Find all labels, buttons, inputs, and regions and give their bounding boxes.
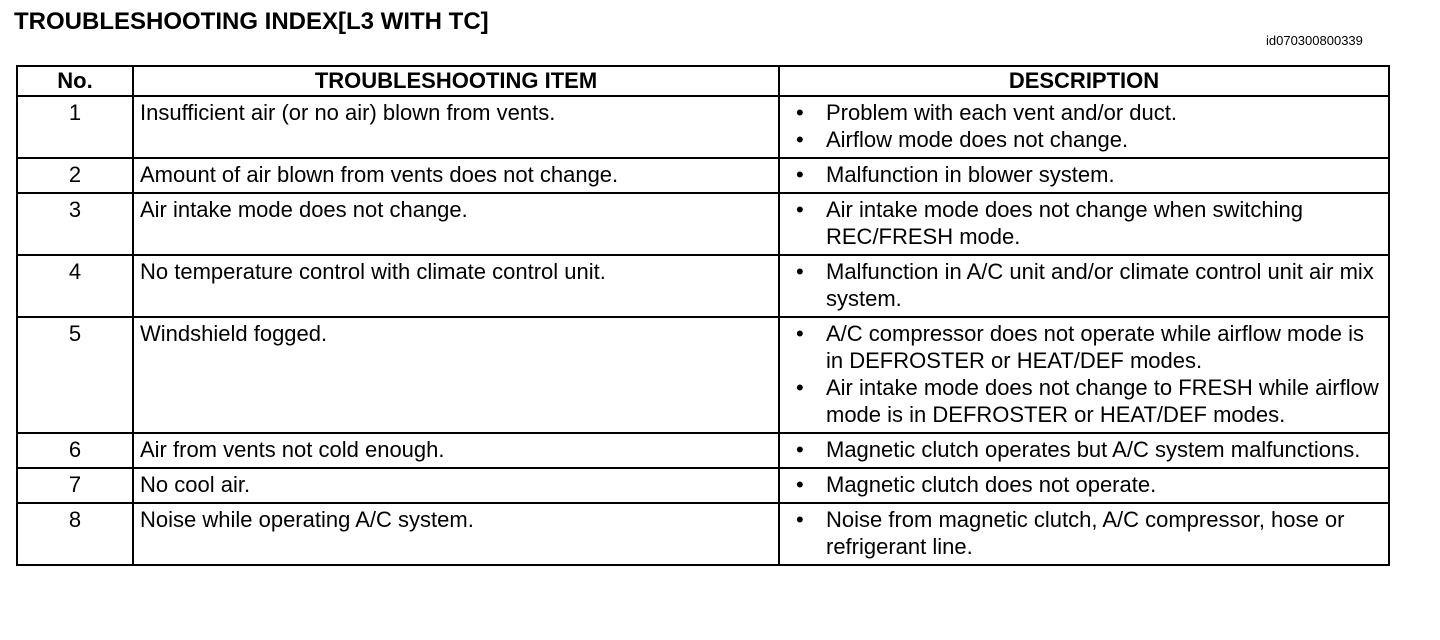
- description-bullet: • Noise from magnetic clutch, A/C compressor, hose or refrigerant line.: [794, 506, 1380, 560]
- description-cell: [779, 468, 1389, 503]
- description-list: [794, 320, 1380, 428]
- table-row: [17, 317, 1389, 433]
- table-row: [17, 255, 1389, 317]
- table-row: [17, 193, 1389, 255]
- troubleshooting-item: No temperature control with climate control unit.: [133, 255, 779, 317]
- description-list: [794, 506, 1380, 560]
- table-row: [17, 158, 1389, 193]
- row-number: 5: [17, 317, 133, 433]
- description-list: [794, 436, 1380, 463]
- description-bullet: • Air intake mode does not change when switching REC/FRESH mode.: [794, 196, 1380, 250]
- description-bullet: • Airflow mode does not change.: [794, 126, 1380, 153]
- table-row: [17, 96, 1389, 158]
- troubleshooting-table: [16, 65, 1390, 566]
- troubleshooting-item: Air from vents not cold enough.: [133, 433, 779, 468]
- description-bullet: • Air intake mode does not change to FRESH while airflow mode is in DEFROSTER or HEAT/DEF modes.: [794, 374, 1380, 428]
- description-bullet: • Magnetic clutch operates but A/C system malfunctions.: [794, 436, 1380, 463]
- row-number: 7: [17, 468, 133, 503]
- description-bullet: • Magnetic clutch does not operate.: [794, 471, 1380, 498]
- troubleshooting-item: Amount of air blown from vents does not change.: [133, 158, 779, 193]
- description-bullet: • A/C compressor does not operate while airflow mode is in DEFROSTER or HEAT/DEF modes.: [794, 320, 1380, 374]
- column-header-description: DESCRIPTION: [779, 66, 1389, 96]
- page-title: TROUBLESHOOTING INDEX[L3 WITH TC]: [14, 8, 489, 35]
- description-cell: [779, 503, 1389, 565]
- description-list: [794, 258, 1380, 312]
- troubleshooting-item: No cool air.: [133, 468, 779, 503]
- description-list: [794, 471, 1380, 498]
- description-cell: [779, 96, 1389, 158]
- table-header-row: [17, 66, 1389, 96]
- description-list: [794, 161, 1380, 188]
- table-row: [17, 468, 1389, 503]
- description-list: [794, 99, 1380, 153]
- description-cell: [779, 433, 1389, 468]
- table-row: [17, 433, 1389, 468]
- row-number: 4: [17, 255, 133, 317]
- column-header-item: TROUBLESHOOTING ITEM: [133, 66, 779, 96]
- troubleshooting-item: Air intake mode does not change.: [133, 193, 779, 255]
- description-bullet: • Malfunction in A/C unit and/or climate control unit air mix system.: [794, 258, 1380, 312]
- description-cell: [779, 193, 1389, 255]
- description-bullet: • Malfunction in blower system.: [794, 161, 1380, 188]
- column-header-no: No.: [17, 66, 133, 96]
- table-row: [17, 503, 1389, 565]
- description-cell: [779, 255, 1389, 317]
- troubleshooting-item: Insufficient air (or no air) blown from vents.: [133, 96, 779, 158]
- row-number: 6: [17, 433, 133, 468]
- description-cell: [779, 317, 1389, 433]
- description-cell: [779, 158, 1389, 193]
- row-number: 1: [17, 96, 133, 158]
- row-number: 2: [17, 158, 133, 193]
- description-bullet: • Problem with each vent and/or duct.: [794, 99, 1380, 126]
- troubleshooting-item: Noise while operating A/C system.: [133, 503, 779, 565]
- table-body: [17, 96, 1389, 565]
- description-list: [794, 196, 1380, 250]
- document-id: id070300800339: [1266, 33, 1363, 48]
- troubleshooting-item: Windshield fogged.: [133, 317, 779, 433]
- row-number: 8: [17, 503, 133, 565]
- row-number: 3: [17, 193, 133, 255]
